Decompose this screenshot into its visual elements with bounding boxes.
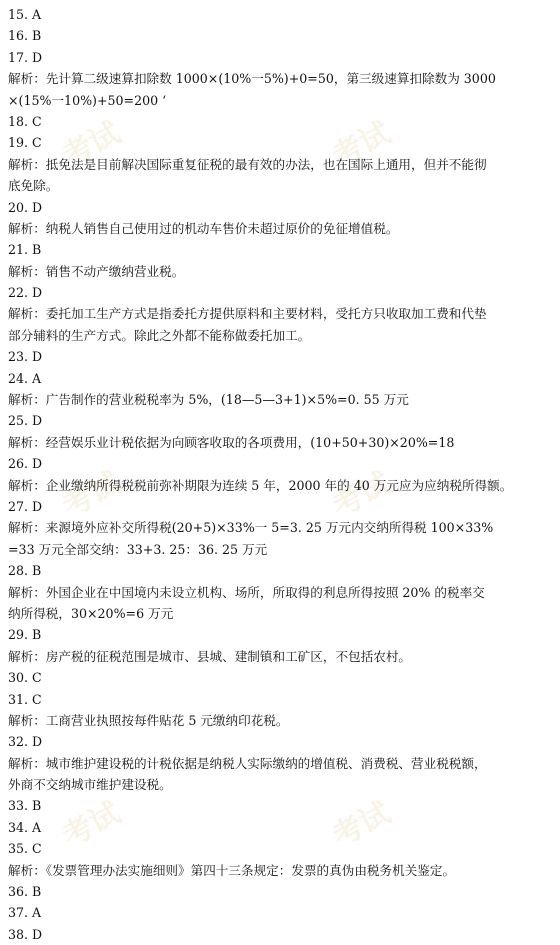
answer-line: 19. C — [8, 135, 42, 151]
answer-line: 15. A — [8, 7, 42, 22]
watermark-logo: 考试 — [326, 465, 397, 525]
answer-line: 30. C — [8, 670, 42, 686]
answer-line: 23. D — [8, 349, 43, 365]
explanation-line: 解析：来源境外应补交所得税(20+5)×33%一 5=3. 25 万元内交纳所得税 100×33% — [8, 520, 494, 536]
answer-line: 33. B — [8, 798, 42, 814]
answer-line: 20. D — [8, 199, 43, 215]
explanation-line: 解析：纳税人销售自己使用过的机动车售价未超过原价的免征增值税。 — [8, 220, 399, 236]
explanation-line: 解析：企业缴纳所得税税前弥补期限为连续 5 年，2000 年的 40 万元应为应纳税所得额。 — [8, 477, 513, 493]
explanation-line: 解析：房产税的征税范围是城市、县城、建制镇和工矿区，不包括农村。 — [8, 648, 411, 664]
answer-line: 34. A — [8, 819, 42, 835]
explanation-line: ×(15%一10%)+50=200 ‘ — [8, 92, 167, 108]
answer-line: 26. D — [8, 456, 43, 472]
answer-line: 16. B — [8, 28, 42, 44]
explanation-line: 解析：城市维护建设税的计税依据是纳税人实际缴纳的增值税、消费税、营业税税额， — [8, 755, 487, 771]
watermark-logo: 考试 — [326, 795, 397, 855]
answer-line: 38. D — [8, 926, 43, 942]
explanation-line: 外商不交纳城市维护建设税。 — [8, 777, 172, 793]
explanation-line: 纳所得税，30×20%=6 万元 — [8, 605, 174, 621]
explanation-line: =33 万元全部交纳：33+3. 25：36. 25 万元 — [8, 541, 268, 557]
answer-line: 25. D — [8, 413, 43, 429]
explanation-line: 部分辅料的生产方式。除此之外都不能称做委托加工。 — [8, 327, 311, 343]
explanation-line: 解析：委托加工生产方式是指委托方提供原料和主要材料，受托方只收取加工费和代垫 — [8, 306, 487, 322]
answer-line: 24. A — [8, 370, 42, 386]
explanation-line: 解析：经营娱乐业计税依据为向顾客收取的各项费用，(10+50+30)×20%=18 — [8, 434, 455, 450]
explanation-line: 解析：销售不动产缴纳营业税。 — [8, 263, 185, 279]
explanation-line: 解析：外国企业在中国境内未设立机构、场所，所取得的利息所得按照 20% 的税率交 — [8, 584, 485, 600]
answer-line: 22. D — [8, 285, 43, 301]
answer-line: 21. B — [8, 242, 42, 258]
answer-line: 27. D — [8, 498, 43, 514]
answer-line: 36. B — [8, 884, 42, 900]
watermark-logo: 考试 — [56, 465, 127, 525]
explanation-line: 解析：《发票管理办法实施细则》第四十三条规定：发票的真伪由税务机关鉴定。 — [8, 862, 456, 878]
answer-line: 28. B — [8, 563, 42, 579]
watermark-logo: 考试 — [326, 115, 397, 175]
answer-line: 35. C — [8, 841, 42, 857]
answer-list — [8, 4, 552, 945]
explanation-line: 解析：工商营业执照按每件贴花 5 元缴纳印花税。 — [8, 712, 289, 728]
watermark-logo: 考试 — [56, 795, 127, 855]
explanation-line: 解析：广告制作的营业税税率为 5%，(18—5—3+1)×5%=0. 55 万元 — [8, 392, 409, 408]
answer-line: 37. A — [8, 905, 42, 921]
explanation-line: 底免除。 — [8, 178, 59, 194]
answer-line: 17. D — [8, 49, 43, 65]
explanation-line: 解析：抵免法是目前解决国际重复征税的最有效的办法，也在国际上通用，但并不能彻 — [8, 156, 487, 172]
watermark-logo: 考试 — [56, 115, 127, 175]
answer-line: 32. D — [8, 734, 43, 750]
answer-line: 29. B — [8, 627, 42, 643]
answer-line: 31. C — [8, 691, 42, 707]
answer-line: 18. C — [8, 113, 42, 129]
explanation-line: 解析：先计算二级速算扣除数 1000×(10%一5%)+0=50，第三级速算扣除数为 3000 — [8, 71, 496, 87]
